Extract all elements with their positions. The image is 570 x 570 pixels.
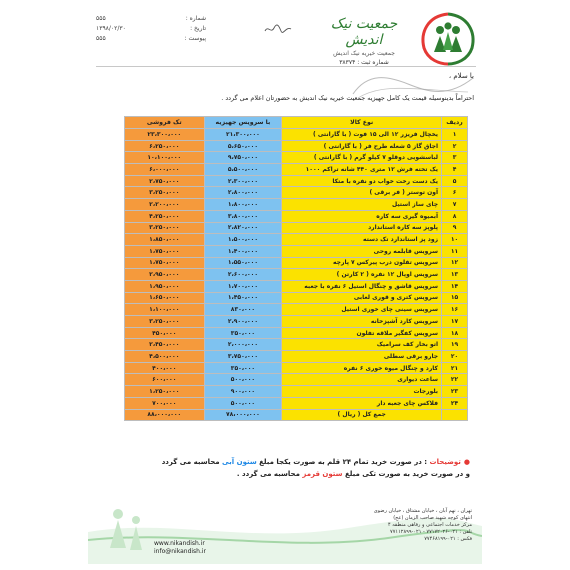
row-blue-price: ۳۵۰،۰۰۰: [204, 327, 282, 339]
row-red-price: ۷۰۰،۰۰۰: [125, 397, 205, 409]
intro-text: احتراماً بدینوسیله قیمت یک کامل جهیزیه جمعیت خیریه نیک اندیش به حضورتان اعلام می گردد .: [221, 94, 474, 102]
header-radif: ردیف: [442, 117, 468, 129]
row-red-price: ۴،۵۰۰،۰۰۰: [125, 351, 205, 363]
row-kala: یک دست رخت خواب دو نفره با متکا: [282, 175, 442, 187]
row-blue-price: ۵،۵۰۰،۰۰۰: [204, 164, 282, 176]
row-red-price: ۳،۲۵۰،۰۰۰: [125, 316, 205, 328]
row-red-price: ۲،۷۵۰،۰۰۰: [125, 175, 205, 187]
meta-date: تاریخ : ۱۳۹۸/۰۲/۳۰: [96, 25, 206, 32]
website-link[interactable]: www.nikandish.ir: [154, 540, 205, 547]
table-row: [125, 269, 468, 281]
row-red-price: ۴۵۰،۰۰۰: [125, 327, 205, 339]
row-kala: اجاق گاز ۵ شعله طرح فر ( با گارانتی ): [282, 140, 442, 152]
row-red-price: ۶۰۰،۰۰۰: [125, 374, 205, 386]
table-row: [125, 292, 468, 304]
row-blue-price: ۱،۸۰۰،۰۰۰: [204, 199, 282, 211]
total-red: ۸۸،۰۰۰،۰۰۰: [125, 409, 205, 421]
row-radif: ۳: [442, 152, 468, 164]
row-red-price: ۱،۸۵۰،۰۰۰: [125, 234, 205, 246]
table-row: [125, 327, 468, 339]
table-row: [125, 199, 468, 211]
row-kala: اتو بخار کف سرامیک: [282, 339, 442, 351]
registration-number: شماره ثبت : ۳۸۳۷۴: [339, 59, 389, 66]
row-radif: ۱۸: [442, 327, 468, 339]
table-row: [125, 280, 468, 292]
row-blue-price: ۲،۳۰۰،۰۰۰: [204, 175, 282, 187]
row-radif: ۲۴: [442, 397, 468, 409]
table-row: [125, 164, 468, 176]
total-blue: ۷۸،۰۰۰،۰۰۰: [204, 409, 282, 421]
row-red-price: ۲،۴۵۰،۰۰۰: [125, 339, 205, 351]
row-radif: ۱۹: [442, 339, 468, 351]
row-blue-price: ۱،۵۰۰،۰۰۰: [204, 234, 282, 246]
table-row: [125, 257, 468, 269]
meta-attachment: پیوست : ۵۵۵: [96, 35, 206, 42]
table-row: [125, 316, 468, 328]
row-blue-price: ۵،۶۵۰،۰۰۰: [204, 140, 282, 152]
letter-meta: [96, 14, 206, 44]
bullet-icon: ●: [463, 458, 470, 466]
row-kala: جارو برقی سطلی: [282, 351, 442, 363]
row-kala: یخچال فریزر ۱۲ الی ۱۵ فوت ( با گارانتی ): [282, 129, 442, 141]
row-kala: سرویس قابلمه روحی: [282, 245, 442, 257]
contact-info: تهران ، نهم آبان ، خیابان مشتاق ، خیابان رضوی انتهای کوچه شهید صاحب الزمان (عج) مرکز خدمات اجتماعی و رفاهی منطقه ۴ تلفن : ۰۲۱-۷۷۱۷۲۰۲۶ - ۰۲۱-۷۷۱۱۲۸۹۹ فکس : ۰۲۱-۷۷۴۶۸۱۹۹: [373, 508, 472, 542]
row-radif: ۱۰: [442, 234, 468, 246]
row-radif: ۲۱: [442, 362, 468, 374]
row-radif: ۱: [442, 129, 468, 141]
table-row: [125, 129, 468, 141]
total-row: [125, 409, 468, 421]
org-logo-text: [314, 16, 414, 66]
table-row: [125, 234, 468, 246]
row-radif: ۹: [442, 222, 468, 234]
row-kala: زود پز استاندارد تک دسته: [282, 234, 442, 246]
table-row: [125, 175, 468, 187]
greeting: با سلام ،: [448, 72, 474, 80]
handwritten-signature: [264, 22, 292, 36]
row-radif: ۲۲: [442, 374, 468, 386]
row-blue-price: ۹۰۰،۰۰۰: [204, 386, 282, 398]
row-kala: سرویس کفگیر ملاقه تفلون: [282, 327, 442, 339]
header-kala: نوع کالا: [282, 117, 442, 129]
row-radif: ۲۰: [442, 351, 468, 363]
row-kala: چای ساز استیل: [282, 199, 442, 211]
web-links: [154, 540, 206, 556]
total-radif-cell: [442, 409, 468, 421]
total-label: جمع کل ( ریال ): [282, 409, 442, 421]
notes: [110, 456, 470, 480]
row-blue-price: ۲،۰۰۰،۰۰۰: [204, 339, 282, 351]
row-blue-price: ۸۳۰،۰۰۰: [204, 304, 282, 316]
row-red-price: ۳،۲۵۰،۰۰۰: [125, 222, 205, 234]
charity-logo-icon: [418, 12, 478, 66]
row-red-price: ۱،۱۰۰،۰۰۰: [125, 304, 205, 316]
row-kala: سرویس اوپال ۱۲ نفره ( ۲ کارتن ): [282, 269, 442, 281]
row-radif: ۱۷: [442, 316, 468, 328]
row-radif: ۶: [442, 187, 468, 199]
row-kala: سرویس تفلون درب پیرکس ۷ پارچه: [282, 257, 442, 269]
row-red-price: ۴،۲۵۰،۰۰۰: [125, 210, 205, 222]
table-row: [125, 339, 468, 351]
email-link[interactable]: info@nikandish.ir: [154, 548, 207, 555]
price-table: [124, 116, 468, 421]
row-red-price: ۶،۰۰۰،۰۰۰: [125, 164, 205, 176]
table-row: [125, 210, 468, 222]
header-red-column: تک فروشی: [125, 117, 205, 129]
row-red-price: ۴۰۰،۰۰۰: [125, 362, 205, 374]
row-blue-price: ۳،۷۵۰،۰۰۰: [204, 351, 282, 363]
row-radif: ۲: [442, 140, 468, 152]
row-blue-price: ۱،۵۵۰،۰۰۰: [204, 257, 282, 269]
row-blue-price: ۵۰۰،۰۰۰: [204, 374, 282, 386]
row-radif: ۲۳: [442, 386, 468, 398]
row-radif: ۱۶: [442, 304, 468, 316]
row-kala: کارد و چنگال میوه خوری ۶ نفره: [282, 362, 442, 374]
row-radif: ۷: [442, 199, 468, 211]
row-blue-price: ۲،۹۰۰،۰۰۰: [204, 316, 282, 328]
row-blue-price: ۱،۴۵۰،۰۰۰: [204, 292, 282, 304]
note-line-1: ●توضیحات : در صورت خرید تمام ۲۴ قلم به صورت یکجا مبلغ ستون آبی محاسبه می گردد: [161, 458, 470, 466]
row-blue-price: ۲،۸۲۰،۰۰۰: [204, 222, 282, 234]
row-radif: ۸: [442, 210, 468, 222]
row-red-price: ۱،۷۵۰،۰۰۰: [125, 245, 205, 257]
table-header-row: [125, 117, 468, 129]
row-kala: سرویس کارد آشپزخانه: [282, 316, 442, 328]
table-row: [125, 152, 468, 164]
row-radif: ۱۱: [442, 245, 468, 257]
row-blue-price: ۳،۸۰۰،۰۰۰: [204, 210, 282, 222]
row-blue-price: ۱،۷۰۰،۰۰۰: [204, 280, 282, 292]
row-blue-price: ۹،۷۵۰،۰۰۰: [204, 152, 282, 164]
row-kala: لباسشویی دوقلو ۷ کیلو گرم ( با گارانتی ): [282, 152, 442, 164]
row-red-price: ۲۳،۳۰۰،۰۰۰: [125, 129, 205, 141]
table-row: [125, 397, 468, 409]
row-radif: ۱۲: [442, 257, 468, 269]
row-blue-price: ۱،۴۰۰،۰۰۰: [204, 245, 282, 257]
row-kala: سرویس قاشق و چنگال استیل ۶ نفره با جعبه: [282, 280, 442, 292]
blue-column-word: ستون آبی: [222, 458, 257, 466]
row-red-price: ۱،۷۵۰،۰۰۰: [125, 257, 205, 269]
meta-number: شماره : ۵۵۵: [96, 15, 206, 22]
table-row: [125, 245, 468, 257]
table-row: [125, 304, 468, 316]
row-kala: آبمیوه گیری سه کاره: [282, 210, 442, 222]
row-kala: فلاکس چای جعبه دار: [282, 397, 442, 409]
org-subtitle: جمعیت خیریه نیک اندیش: [333, 50, 395, 57]
row-kala: یک تخته فرش ۱۲ متری ۴۴۰ شانه تراکم ۱۰۰۰: [282, 164, 442, 176]
table-row: [125, 374, 468, 386]
row-blue-price: ۲۱،۳۰۰،۰۰۰: [204, 129, 282, 141]
row-red-price: ۳،۲۵۰،۰۰۰: [125, 187, 205, 199]
table-row: [125, 386, 468, 398]
row-blue-price: ۳۵۰،۰۰۰: [204, 362, 282, 374]
row-radif: ۴: [442, 164, 468, 176]
note-line-2: و در صورت خرید به صورت تکی مبلغ ستون قرمز محاسبه می گردد .: [236, 470, 470, 478]
table-row: [125, 187, 468, 199]
row-radif: ۵: [442, 175, 468, 187]
row-radif: ۱۵: [442, 292, 468, 304]
header-blue-column: با سرویس جهیزیه: [204, 117, 282, 129]
row-blue-price: ۲،۸۰۰،۰۰۰: [204, 187, 282, 199]
table-row: [125, 362, 468, 374]
table-row: [125, 351, 468, 363]
row-red-price: ۲،۹۵۰،۰۰۰: [125, 269, 205, 281]
row-kala: ساعت دیواری: [282, 374, 442, 386]
row-radif: ۱۴: [442, 280, 468, 292]
row-kala: پلوپز سه کاره استاندارد: [282, 222, 442, 234]
row-kala: بلورجات: [282, 386, 442, 398]
row-red-price: ۱۰،۱۰۰،۰۰۰: [125, 152, 205, 164]
row-kala: آون توستر ( فر برقی ): [282, 187, 442, 199]
row-red-price: ۱،۶۵۰،۰۰۰: [125, 292, 205, 304]
table-row: [125, 222, 468, 234]
row-red-price: ۲،۲۰۰،۰۰۰: [125, 199, 205, 211]
org-name: جمعیت نیک اندیش: [330, 16, 398, 48]
letter-page: [88, 8, 482, 564]
row-kala: سرویس کتری و قوری لعابی: [282, 292, 442, 304]
stamp-watermark: [348, 68, 478, 102]
red-column-word: ستون قرمز: [302, 470, 343, 478]
row-kala: سرویس سینی چای خوری استیل: [282, 304, 442, 316]
row-red-price: ۶،۲۵۰،۰۰۰: [125, 140, 205, 152]
table-row: [125, 140, 468, 152]
header-divider: [96, 66, 476, 67]
row-red-price: ۱،۹۵۰،۰۰۰: [125, 280, 205, 292]
row-red-price: ۱،۲۵۰،۰۰۰: [125, 386, 205, 398]
price-table-body: [125, 129, 468, 410]
row-blue-price: ۲،۶۰۰،۰۰۰: [204, 269, 282, 281]
row-radif: ۱۳: [442, 269, 468, 281]
row-blue-price: ۵۰۰،۰۰۰: [204, 397, 282, 409]
